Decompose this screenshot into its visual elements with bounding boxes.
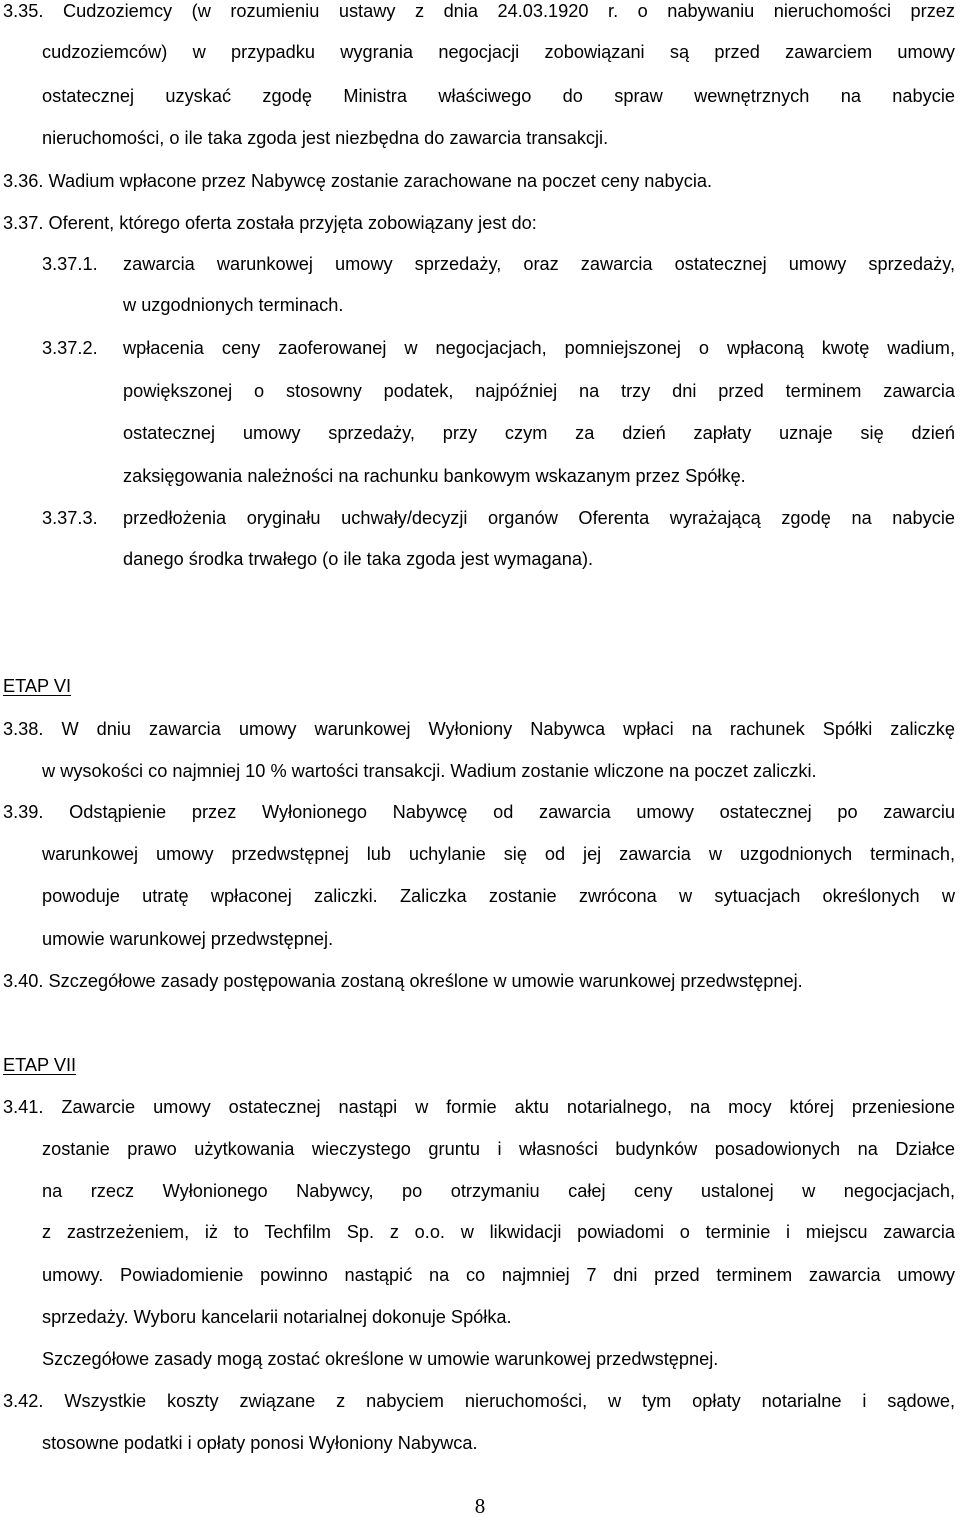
item-3-37-2-number: 3.37.2. xyxy=(42,338,98,358)
para-3-39-line-3: powoduje utratę wpłaconej zaliczki. Zaliczka zostanie zwrócona w sytuacjach określonych w xyxy=(42,886,955,906)
para-3-42-line-2: stosowne podatki i opłaty ponosi Wyłoniony Nabywca. xyxy=(42,1433,478,1453)
para-3-40: 3.40. Szczegółowe zasady postępowania zostaną określone w umowie warunkowej przedwstępnej. xyxy=(3,971,803,991)
para-3-38-line-2: w wysokości co najmniej 10 % wartości transakcji. Wadium zostanie wliczone na poczet zaliczki. xyxy=(42,761,817,781)
item-3-37-2-line-1: wpłacenia ceny zaoferowanej w negocjacjach, pomniejszonej o wpłaconą kwotę wadium, xyxy=(123,338,955,358)
para-3-41-line-1: 3.41. Zawarcie umowy ostatecznej nastąpi w formie aktu notarialnego, na mocy której przeniesione xyxy=(3,1097,955,1117)
para-3-41-line-7: Szczegółowe zasady mogą zostać określone w umowie warunkowej przedwstępnej. xyxy=(42,1349,719,1369)
section-heading-etap-vi: ETAP VI xyxy=(3,676,72,696)
para-3-41-line-2: zostanie prawo użytkowania wieczystego gruntu i własności budynków posadowionych na Działce xyxy=(42,1139,955,1159)
para-3-42-line-1: 3.42. Wszystkie koszty związane z nabyciem nieruchomości, w tym opłaty notarialne i sądowe, xyxy=(3,1391,955,1411)
item-3-37-1-line-2: w uzgodnionych terminach. xyxy=(123,295,344,315)
para-3-41-line-5: umowy. Powiadomienie powinno nastąpić na co najmniej 7 dni przed terminem zawarcia umowy xyxy=(42,1265,955,1285)
page-number: 8 xyxy=(474,1494,486,1518)
para-3-35-line-2: cudzoziemców) w przypadku wygrania negocjacji zobowiązani są przed zawarciem umowy xyxy=(42,42,955,62)
para-3-41-line-4: z zastrzeżeniem, iż to Techfilm Sp. z o.o. w likwidacji powiadomi o terminie i miejscu zawarcia xyxy=(42,1222,955,1242)
para-3-39-line-2: warunkowej umowy przedwstępnej lub uchylanie się od jej zawarcia w uzgodnionych terminach, xyxy=(42,844,955,864)
item-3-37-3-number: 3.37.3. xyxy=(42,508,98,528)
item-3-37-1-line-1: zawarcia warunkowej umowy sprzedaży, oraz zawarcia ostatecznej umowy sprzedaży, xyxy=(123,254,955,274)
para-3-35-line-1: 3.35. Cudzoziemcy (w rozumieniu ustawy z dnia 24.03.1920 r. o nabywaniu nieruchomości przez xyxy=(3,1,955,21)
para-3-39-line-1: 3.39. Odstąpienie przez Wyłonionego Nabywcę od zawarcia umowy ostatecznej po zawarciu xyxy=(3,802,955,822)
para-3-35-line-3: ostatecznej uzyskać zgodę Ministra właściwego do spraw wewnętrznych na nabycie xyxy=(42,86,955,106)
para-3-35-line-4: nieruchomości, o ile taka zgoda jest niezbędna do zawarcia transakcji. xyxy=(42,128,609,148)
para-3-39-line-4: umowie warunkowej przedwstępnej. xyxy=(42,929,334,949)
para-3-37: 3.37. Oferent, którego oferta została przyjęta zobowiązany jest do: xyxy=(3,213,537,233)
para-3-36: 3.36. Wadium wpłacone przez Nabywcę zostanie zarachowane na poczet ceny nabycia. xyxy=(3,171,713,191)
para-3-41-line-3: na rzecz Wyłonionego Nabywcy, po otrzymaniu całej ceny ustalonej w negocjacjach, xyxy=(42,1181,955,1201)
item-3-37-2-line-2: powiększonej o stosowny podatek, najpóźniej na trzy dni przed terminem zawarcia xyxy=(123,381,955,401)
para-3-41-line-6: sprzedaży. Wyboru kancelarii notarialnej dokonuje Spółka. xyxy=(42,1307,512,1327)
item-3-37-1-number: 3.37.1. xyxy=(42,254,98,274)
para-3-38-line-1: 3.38. W dniu zawarcia umowy warunkowej Wyłoniony Nabywca wpłaci na rachunek Spółki zaliczkę xyxy=(3,719,955,739)
item-3-37-2-line-3: ostatecznej umowy sprzedaży, przy czym za dzień zapłaty uznaje się dzień xyxy=(123,423,955,443)
section-heading-etap-vii: ETAP VII xyxy=(3,1055,77,1075)
item-3-37-2-line-4: zaksięgowania należności na rachunku bankowym wskazanym przez Spółkę. xyxy=(123,466,746,486)
item-3-37-3-line-2: danego środka trwałego (o ile taka zgoda jest wymagana). xyxy=(123,549,594,569)
item-3-37-3-line-1: przedłożenia oryginału uchwały/decyzji organów Oferenta wyrażającą zgodę na nabycie xyxy=(123,508,955,528)
